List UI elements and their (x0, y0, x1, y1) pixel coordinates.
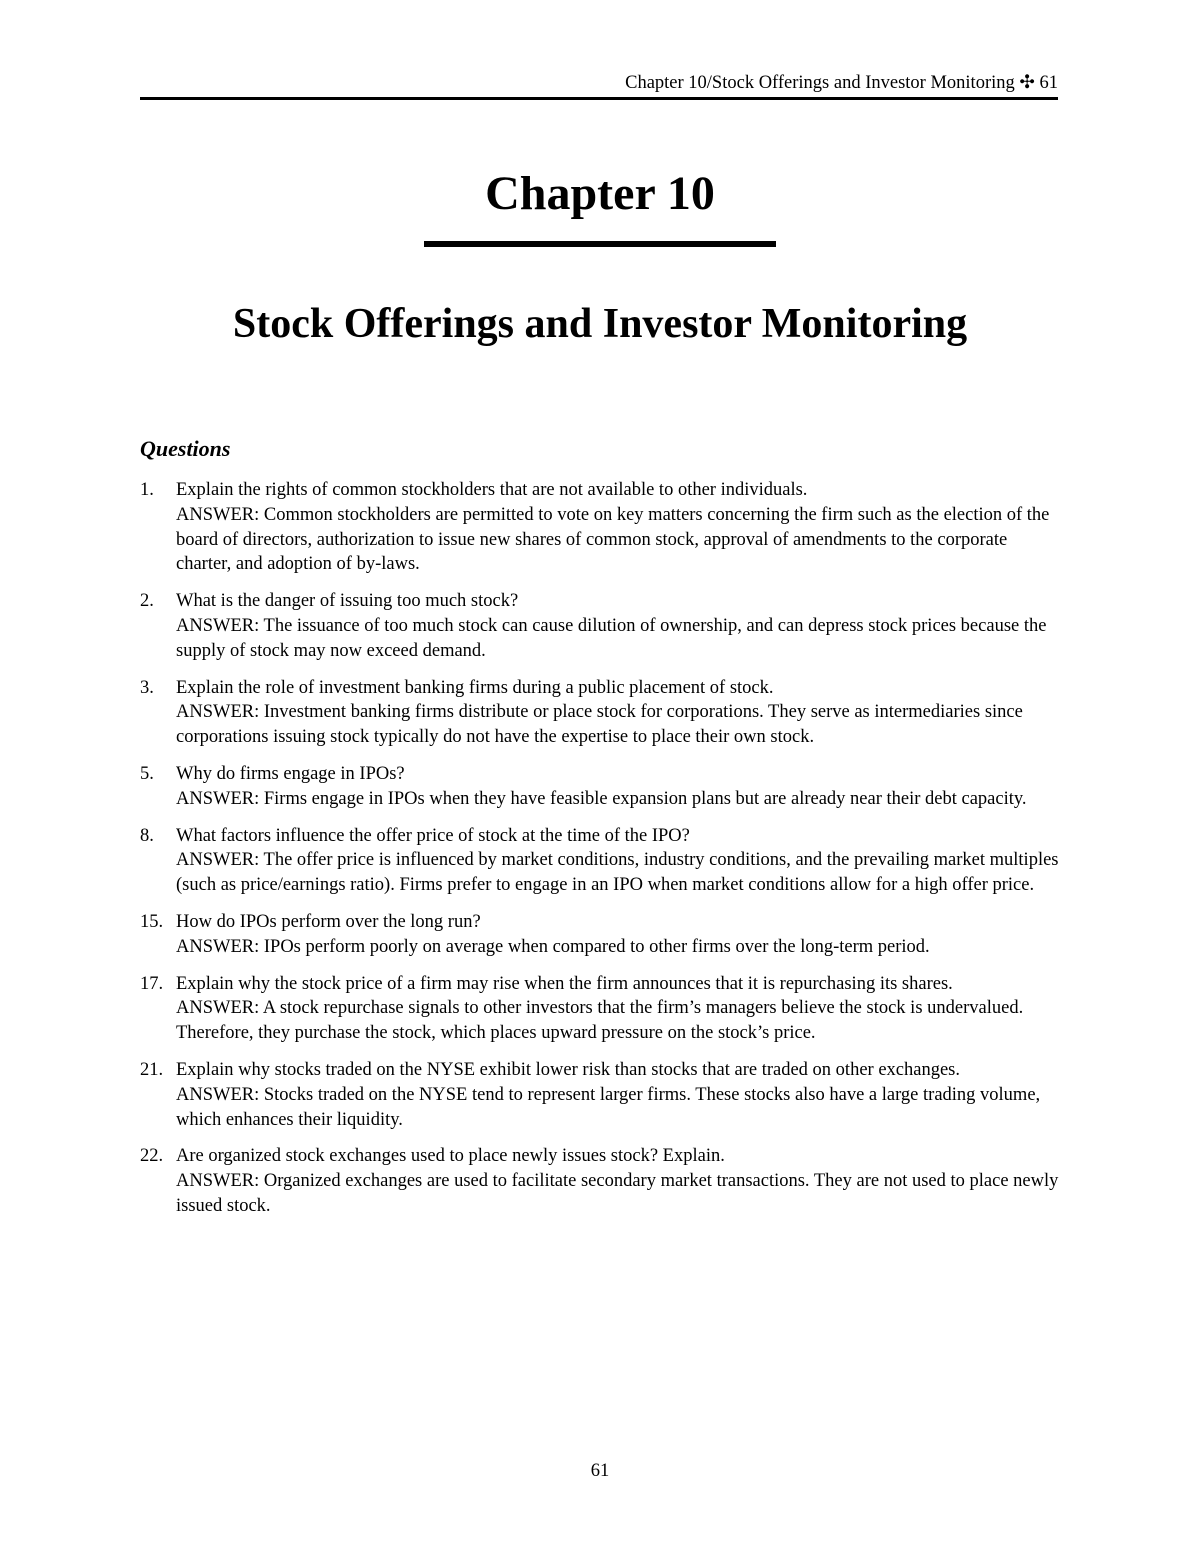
question-item (140, 972, 1060, 1046)
question-number: 21. (140, 1059, 164, 1080)
page-number: 61 (590, 1461, 610, 1481)
question-list (140, 478, 1060, 1231)
question-text: Are organized stock exchanges used to place newly issues stock? Explain. (176, 1146, 725, 1167)
question-text: Why do firms engage in IPOs? (176, 763, 405, 784)
question-item (140, 1144, 1060, 1218)
chapter-number: Chapter 10 (485, 167, 715, 220)
question-item (140, 676, 1060, 750)
question-number: 15. (140, 911, 164, 932)
question-number: 17. (140, 973, 164, 994)
chapter-title: Stock Offerings and Investor Monitoring (232, 301, 968, 347)
question-item (140, 762, 1060, 812)
question-number: 22. (140, 1146, 164, 1167)
question-text: What factors influence the offer price of stock at the time of the IPO? (176, 825, 690, 846)
answer-text: ANSWER: A stock repurchase signals to other investors that the firm’s managers believe the stock is undervalued. Therefore, they purchase the stock, which places upward pressure on the stock’s price. (176, 998, 1024, 1044)
question-item (140, 824, 1060, 898)
question-text: Explain the role of investment banking firms during a public placement of stock. (176, 677, 774, 698)
question-text: Explain why the stock price of a firm may rise when the firm announces that it is repurchasing its shares. (176, 973, 953, 994)
answer-text: ANSWER: IPOs perform poorly on average when compared to other firms over the long-term period. (176, 936, 930, 957)
question-number: 3. (140, 677, 154, 698)
question-text: How do IPOs perform over the long run? (176, 911, 481, 932)
answer-text: ANSWER: Organized exchanges are used to facilitate secondary market transactions. They are not used to place newly issued stock. (176, 1171, 1059, 1216)
answer-text: ANSWER: Common stockholders are permitted to vote on key matters concerning the firm such as the election of the board of directors, authorization to issue new shares of common stock, approval of amendments to the corporate charter, and adoption of by-laws. (176, 504, 1050, 575)
question-item (140, 478, 1060, 577)
question-number: 5. (140, 763, 154, 784)
question-number: 1. (140, 480, 154, 500)
answer-text: ANSWER: Investment banking firms distribute or place stock for corporations. They serve as intermediaries since corporations issuing stock typically do not have the expertise to place their own stock. (176, 702, 1023, 748)
question-text: What is the danger of issuing too much stock? (176, 591, 519, 612)
answer-text: ANSWER: The offer price is influenced by market conditions, industry conditions, and the prevailing market multiples (such as price/earnings ratio). Firms prefer to engage in an IPO when market conditions allow for a high offer price. (176, 850, 1059, 896)
answer-text: ANSWER: Stocks traded on the NYSE tend to represent larger firms. These stocks also have a large trading volume, which enhances their liquidity. (176, 1084, 1041, 1130)
answer-text: ANSWER: Firms engage in IPOs when they have feasible expansion plans but are already near their debt capacity. (176, 788, 1027, 809)
question-item (140, 910, 1060, 960)
question-item (140, 589, 1060, 663)
question-number: 2. (140, 591, 154, 612)
section-heading: Questions (140, 436, 231, 461)
question-text: Explain the rights of common stockholders that are not available to other individuals. (176, 480, 808, 500)
question-item (140, 1058, 1060, 1132)
answer-text: ANSWER: The issuance of too much stock can cause dilution of ownership, and can depress stock prices because the supply of stock may now exceed demand. (176, 615, 1047, 661)
question-number: 8. (140, 825, 154, 846)
chapter-rule (424, 241, 776, 247)
question-text: Explain why stocks traded on the NYSE exhibit lower risk than stocks that are traded on other exchanges. (176, 1059, 960, 1080)
running-header: Chapter 10/Stock Offerings and Investor Monitoring ✣ 61 (625, 73, 1058, 93)
header-rule (140, 97, 1058, 100)
